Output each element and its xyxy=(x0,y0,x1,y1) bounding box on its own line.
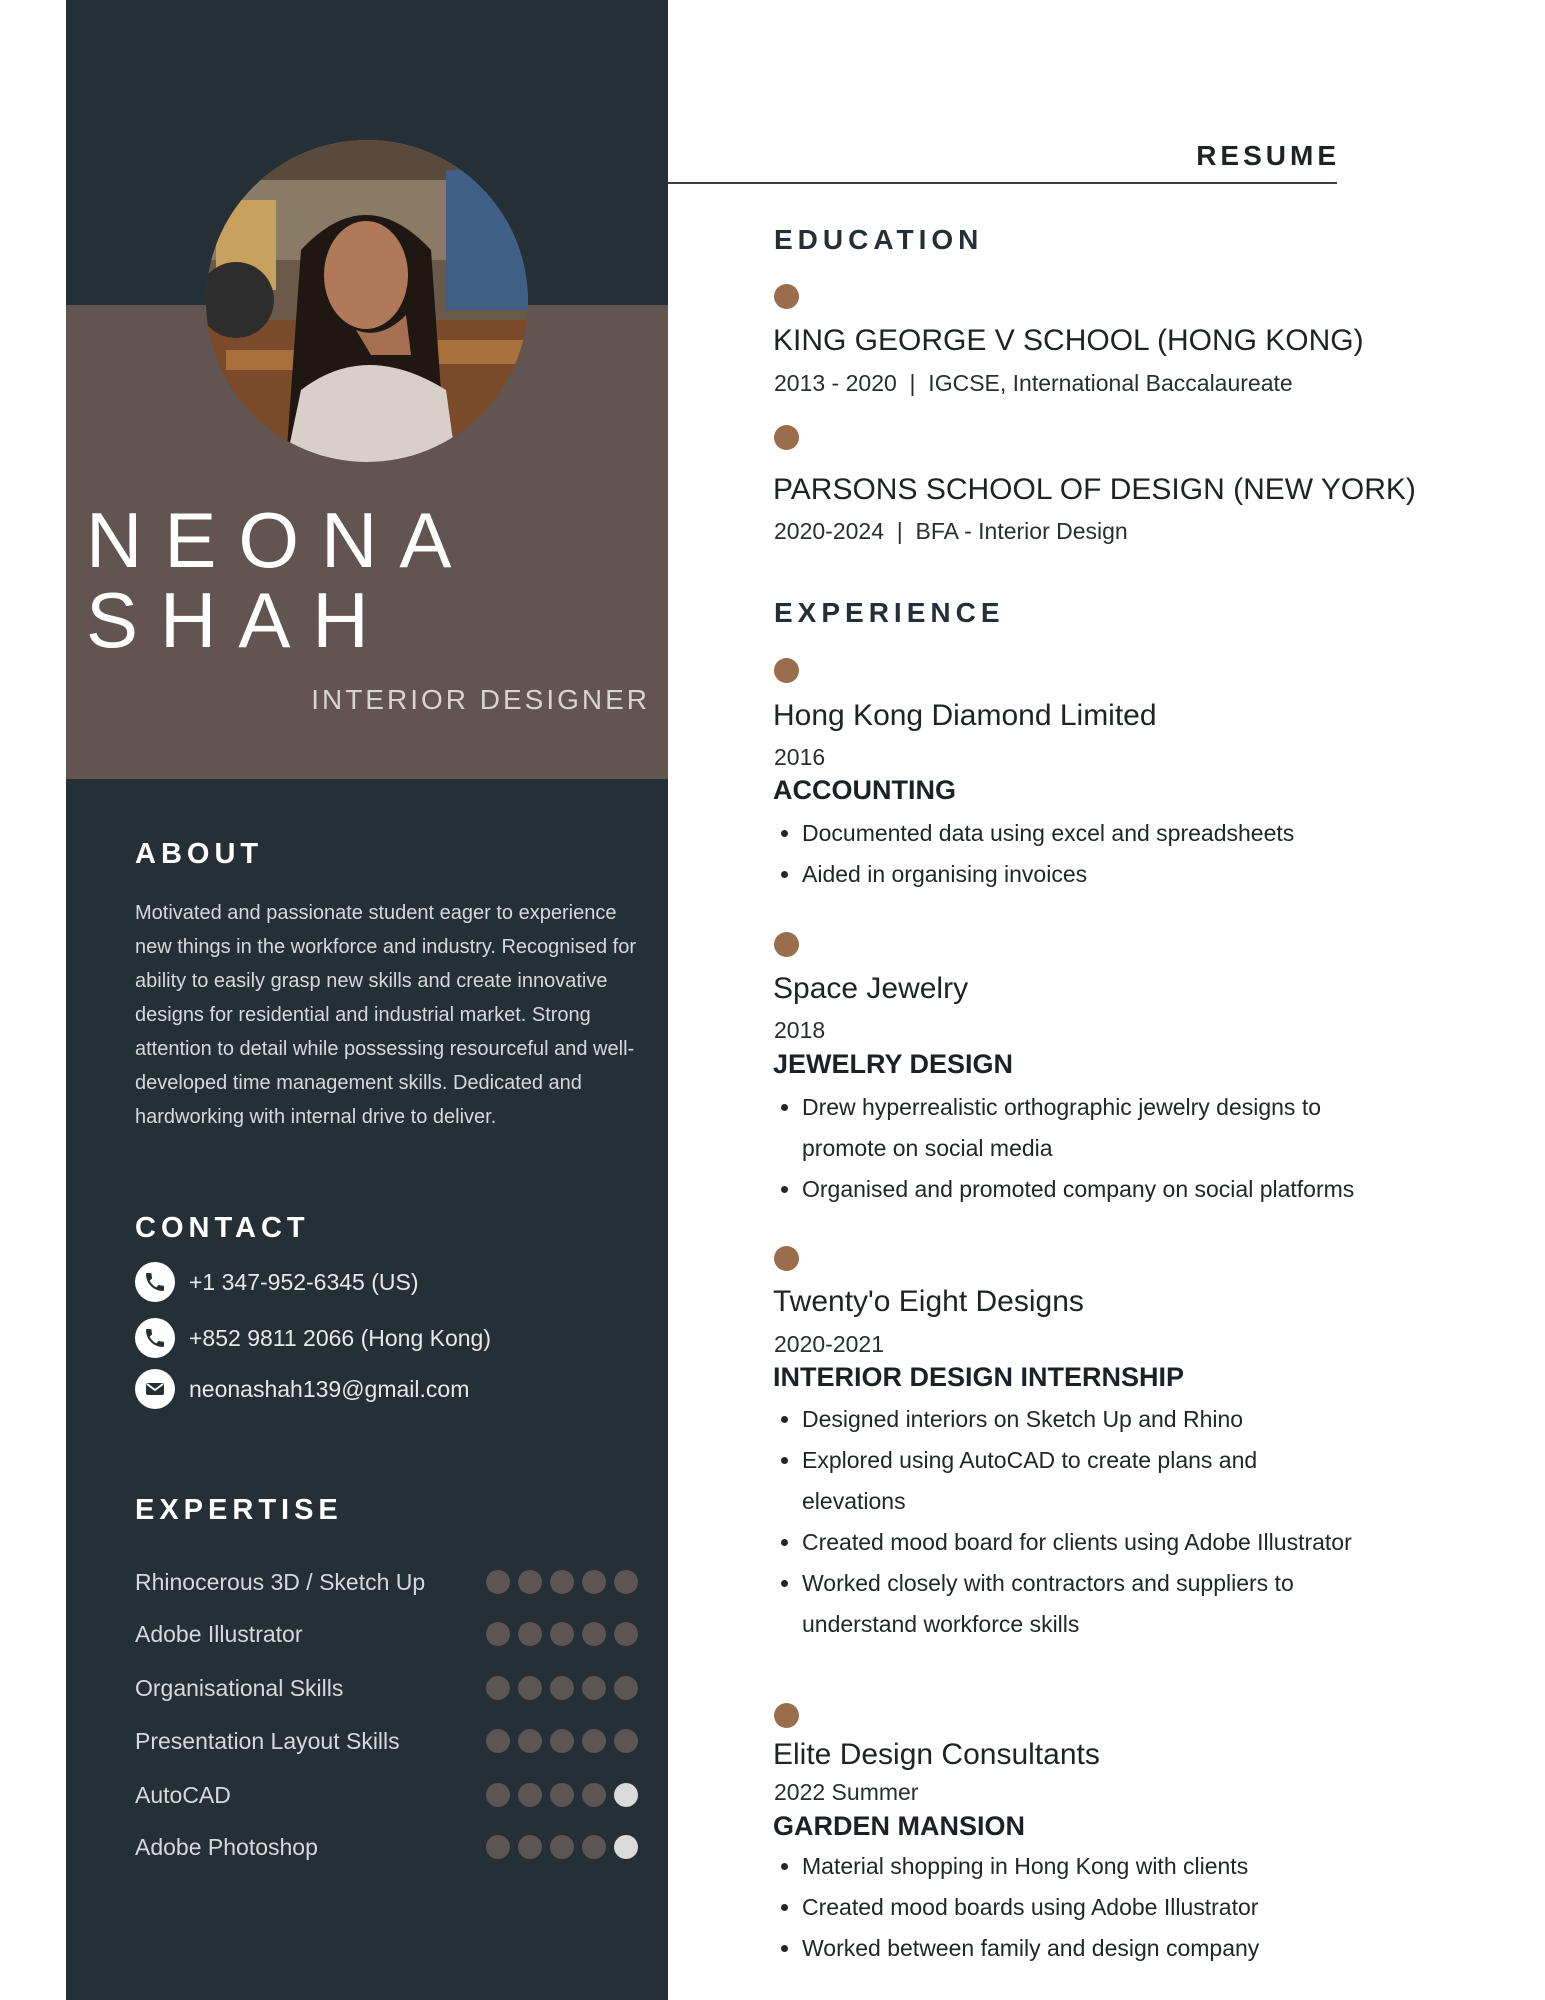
rating-dot xyxy=(550,1835,574,1859)
job-role: ACCOUNTING xyxy=(773,775,956,805)
timeline-dot xyxy=(774,658,799,683)
rating-dot xyxy=(486,1729,510,1753)
skill-name: Presentation Layout Skills xyxy=(135,1727,400,1754)
rating-dot xyxy=(518,1783,542,1807)
skill-row xyxy=(135,1566,638,1598)
rating-dot xyxy=(550,1676,574,1700)
rating-dot xyxy=(486,1570,510,1594)
experience-heading: EXPERIENCE xyxy=(774,597,1005,628)
rating-dot xyxy=(614,1729,638,1753)
education-school: PARSONS SCHOOL OF DESIGN (NEW YORK) xyxy=(773,473,1416,506)
header-divider xyxy=(668,182,1337,184)
education-detail: 2013 - 2020 | IGCSE, International Baccalaureate xyxy=(774,370,1293,396)
rating-dot xyxy=(582,1783,606,1807)
duty-item: • Organised and promoted company on social platforms xyxy=(802,1169,1362,1210)
contact-text: +852 9811 2066 (Hong Kong) xyxy=(189,1324,492,1351)
job-title: INTERIOR DESIGNER xyxy=(311,684,650,715)
rating-dot xyxy=(550,1729,574,1753)
duty-item: • Drew hyperrealistic orthographic jewelry designs to promote on social media xyxy=(802,1087,1362,1169)
skill-row xyxy=(135,1831,638,1863)
skill-row xyxy=(135,1725,638,1757)
duty-item: • Aided in organising invoices xyxy=(802,854,1362,895)
education-school: KING GEORGE V SCHOOL (HONG KONG) xyxy=(773,324,1364,357)
rating-dot xyxy=(614,1676,638,1700)
contact-text: neonashah139@gmail.com xyxy=(189,1375,470,1402)
rating-dot xyxy=(582,1729,606,1753)
contact-heading: CONTACT xyxy=(135,1212,310,1244)
employment-year: 2016 xyxy=(774,744,826,770)
skill-rating xyxy=(486,1676,638,1700)
timeline-dot xyxy=(774,284,799,309)
expertise-heading: EXPERTISE xyxy=(135,1494,343,1526)
rating-dot xyxy=(614,1783,638,1807)
contact-email[interactable] xyxy=(135,1369,469,1409)
skill-rating xyxy=(486,1783,638,1807)
duty-item: • Created mood board for clients using Adobe Illustrator xyxy=(802,1522,1362,1563)
rating-dot xyxy=(518,1676,542,1700)
rating-dot xyxy=(518,1622,542,1646)
first-name: NEONA xyxy=(86,496,474,584)
skill-name: Adobe Illustrator xyxy=(135,1620,303,1647)
phone-icon xyxy=(135,1262,175,1302)
employment-year: 2018 xyxy=(774,1017,826,1043)
resume-label: RESUME xyxy=(1196,140,1340,171)
duty-item: • Documented data using excel and spreadsheets xyxy=(802,813,1362,854)
duty-list xyxy=(774,1399,1362,1645)
contact-text: +1 347-952-6345 (US) xyxy=(189,1268,419,1295)
skill-row xyxy=(135,1672,638,1704)
duty-list xyxy=(774,1846,1362,1969)
education-heading: EDUCATION xyxy=(774,224,984,255)
company-name: Elite Design Consultants xyxy=(773,1738,1100,1771)
rating-dot xyxy=(518,1570,542,1594)
rating-dot xyxy=(582,1570,606,1594)
employment-year: 2020-2021 xyxy=(774,1331,884,1357)
about-heading: ABOUT xyxy=(135,838,264,870)
profile-photo xyxy=(206,140,528,462)
rating-dot xyxy=(486,1622,510,1646)
profile-photo-illustration xyxy=(206,140,528,462)
full-name xyxy=(86,496,474,664)
rating-dot xyxy=(614,1570,638,1594)
mail-icon xyxy=(135,1369,175,1409)
rating-dot xyxy=(614,1622,638,1646)
about-text: Motivated and passionate student eager to experience new things in the workforce and industry. Recognised for ability to easily grasp new skills and create innovative designs for residential and industrial market. Strong attention to detail while possessing resourceful and well-developed time management skills. Dedicated and hardworking with internal drive to deliver. xyxy=(135,902,637,1128)
employment-year: 2022 Summer xyxy=(774,1779,919,1805)
rating-dot xyxy=(486,1835,510,1859)
job-role: GARDEN MANSION xyxy=(773,1811,1026,1841)
duty-item: • Worked between family and design company xyxy=(802,1928,1362,1969)
duty-item: • Material shopping in Hong Kong with clients xyxy=(802,1846,1362,1887)
skill-name: Adobe Photoshop xyxy=(135,1833,318,1860)
skill-row xyxy=(135,1779,638,1811)
skill-name: Rhinocerous 3D / Sketch Up xyxy=(135,1568,426,1595)
rating-dot xyxy=(550,1622,574,1646)
skill-rating xyxy=(486,1570,638,1594)
contact-phone-hk[interactable] xyxy=(135,1318,491,1358)
duty-item: • Worked closely with contractors and suppliers to understand workforce skills xyxy=(802,1563,1362,1645)
education-detail: 2020-2024 | BFA - Interior Design xyxy=(774,518,1128,544)
job-role: INTERIOR DESIGN INTERNSHIP xyxy=(773,1362,1185,1392)
skill-row xyxy=(135,1618,638,1650)
rating-dot xyxy=(518,1835,542,1859)
rating-dot xyxy=(486,1676,510,1700)
job-role: JEWELRY DESIGN xyxy=(773,1049,1014,1079)
company-name: Space Jewelry xyxy=(773,972,969,1005)
timeline-dot xyxy=(774,425,799,450)
duty-list xyxy=(774,1087,1362,1210)
rating-dot xyxy=(550,1570,574,1594)
timeline-dot xyxy=(774,932,799,957)
timeline-dot xyxy=(774,1703,799,1728)
rating-dot xyxy=(582,1676,606,1700)
rating-dot xyxy=(614,1835,638,1859)
contact-phone-us[interactable] xyxy=(135,1262,419,1302)
skill-rating xyxy=(486,1729,638,1753)
last-name: SHAH xyxy=(86,576,391,664)
skill-rating xyxy=(486,1835,638,1859)
company-name: Hong Kong Diamond Limited xyxy=(773,699,1157,732)
phone-icon xyxy=(135,1318,175,1358)
duty-item: • Created mood boards using Adobe Illustrator xyxy=(802,1887,1362,1928)
duty-item: • Designed interiors on Sketch Up and Rhino xyxy=(802,1399,1362,1440)
timeline-dot xyxy=(774,1246,799,1271)
duty-list xyxy=(774,813,1362,895)
rating-dot xyxy=(582,1622,606,1646)
skill-rating xyxy=(486,1622,638,1646)
company-name: Twenty'o Eight Designs xyxy=(773,1285,1084,1318)
sidebar xyxy=(66,0,668,2000)
duty-item: • Explored using AutoCAD to create plans and elevations xyxy=(802,1440,1362,1522)
skill-name: AutoCAD xyxy=(135,1781,231,1808)
skill-name: Organisational Skills xyxy=(135,1674,344,1701)
rating-dot xyxy=(582,1835,606,1859)
rating-dot xyxy=(486,1783,510,1807)
rating-dot xyxy=(518,1729,542,1753)
rating-dot xyxy=(550,1783,574,1807)
